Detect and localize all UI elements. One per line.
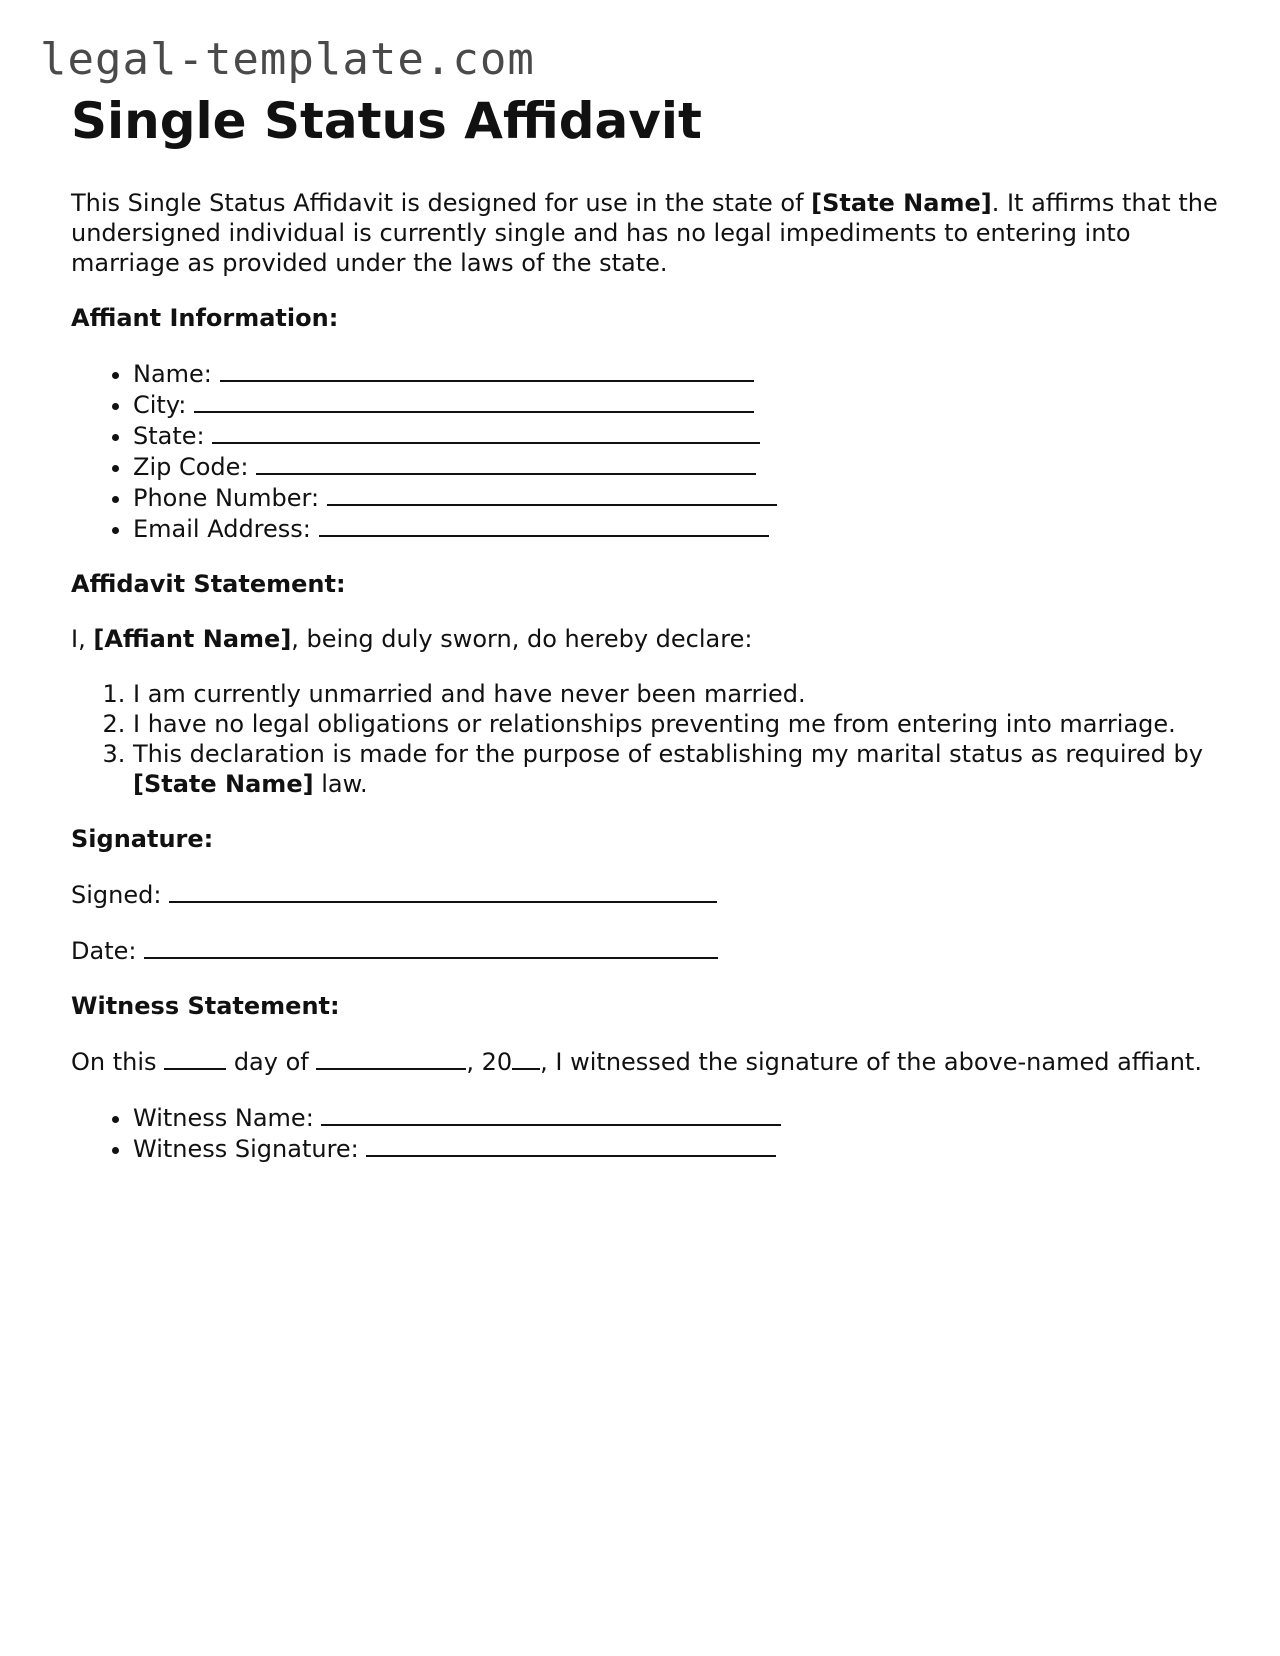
affidavit-statement-heading: Affidavit Statement: bbox=[71, 570, 346, 598]
declaration-state-placeholder: [State Name] bbox=[133, 770, 314, 798]
declaration-item: 1. I am currently unmarried and have never been married. bbox=[133, 679, 1221, 709]
intro-state-placeholder: [State Name] bbox=[811, 189, 992, 217]
date-field[interactable] bbox=[144, 935, 718, 959]
name-field[interactable] bbox=[220, 358, 754, 382]
city-field[interactable] bbox=[194, 389, 754, 413]
declaration-text: This declaration is made for the purpose of establishing my marital status as required by bbox=[133, 740, 1203, 768]
declaration-item bbox=[133, 739, 1221, 799]
document bbox=[71, 90, 1221, 1164]
witness-year-field[interactable] bbox=[512, 1046, 540, 1070]
statement-lead-text: I, bbox=[71, 625, 94, 653]
list-item bbox=[133, 482, 1221, 513]
name-label: Name: bbox=[133, 360, 212, 388]
list-item bbox=[133, 389, 1221, 420]
date-label: Date: bbox=[71, 937, 137, 965]
list-item bbox=[133, 451, 1221, 482]
witness-statement-line bbox=[71, 1046, 1221, 1077]
witness-line-rest: , I witnessed the signature of the above-named affiant. bbox=[540, 1048, 1202, 1076]
state-label: State: bbox=[133, 422, 205, 450]
witness-line-day: day of bbox=[233, 1048, 309, 1076]
witness-line-text: On this bbox=[71, 1048, 157, 1076]
affiant-info-list bbox=[71, 358, 1221, 544]
witness-day-field[interactable] bbox=[164, 1046, 226, 1070]
witness-statement-heading: Witness Statement: bbox=[71, 992, 340, 1020]
statement-lead bbox=[71, 624, 1221, 654]
list-item bbox=[133, 1133, 1221, 1164]
intro-text-rest: . It affirms that the undersigned individual is currently single and has no legal impediments to entering into marriage as provided under the laws of the state. bbox=[71, 189, 1218, 277]
watermark: legal-template.com bbox=[40, 34, 535, 85]
declaration-list bbox=[71, 679, 1221, 799]
signature-heading: Signature: bbox=[71, 825, 214, 853]
signed-row bbox=[71, 879, 1221, 910]
affiant-info-heading: Affiant Information: bbox=[71, 304, 339, 332]
intro-paragraph bbox=[71, 188, 1221, 278]
intro-text: This Single Status Affidavit is designed for use in the state of bbox=[71, 189, 812, 217]
witness-line-year: , 20 bbox=[466, 1048, 513, 1076]
signed-label: Signed: bbox=[71, 881, 162, 909]
page-title: Single Status Affidavit bbox=[71, 92, 702, 150]
witness-signature-label: Witness Signature: bbox=[133, 1135, 359, 1163]
statement-lead-rest: , being duly sworn, do hereby declare: bbox=[291, 625, 753, 653]
witness-name-label: Witness Name: bbox=[133, 1104, 314, 1132]
list-item bbox=[133, 420, 1221, 451]
witness-info-list bbox=[71, 1102, 1221, 1164]
list-item bbox=[133, 358, 1221, 389]
city-label: City: bbox=[133, 391, 187, 419]
email-address-field[interactable] bbox=[319, 513, 769, 537]
list-item bbox=[133, 513, 1221, 544]
state-field[interactable] bbox=[212, 420, 760, 444]
affiant-name-placeholder: [Affiant Name] bbox=[93, 625, 292, 653]
phone-number-label: Phone Number: bbox=[133, 484, 320, 512]
declaration-item: 2. I have no legal obligations or relationships preventing me from entering into marriage. bbox=[133, 709, 1221, 739]
witness-month-field[interactable] bbox=[316, 1046, 466, 1070]
list-item bbox=[133, 1102, 1221, 1133]
declaration-text-rest: law. bbox=[313, 770, 368, 798]
witness-signature-field[interactable] bbox=[366, 1133, 776, 1157]
phone-number-field[interactable] bbox=[327, 482, 777, 506]
date-row bbox=[71, 935, 1221, 966]
zip-code-label: Zip Code: bbox=[133, 453, 249, 481]
witness-name-field[interactable] bbox=[321, 1102, 781, 1126]
email-address-label: Email Address: bbox=[133, 515, 311, 543]
zip-code-field[interactable] bbox=[256, 451, 756, 475]
signed-field[interactable] bbox=[169, 879, 717, 903]
